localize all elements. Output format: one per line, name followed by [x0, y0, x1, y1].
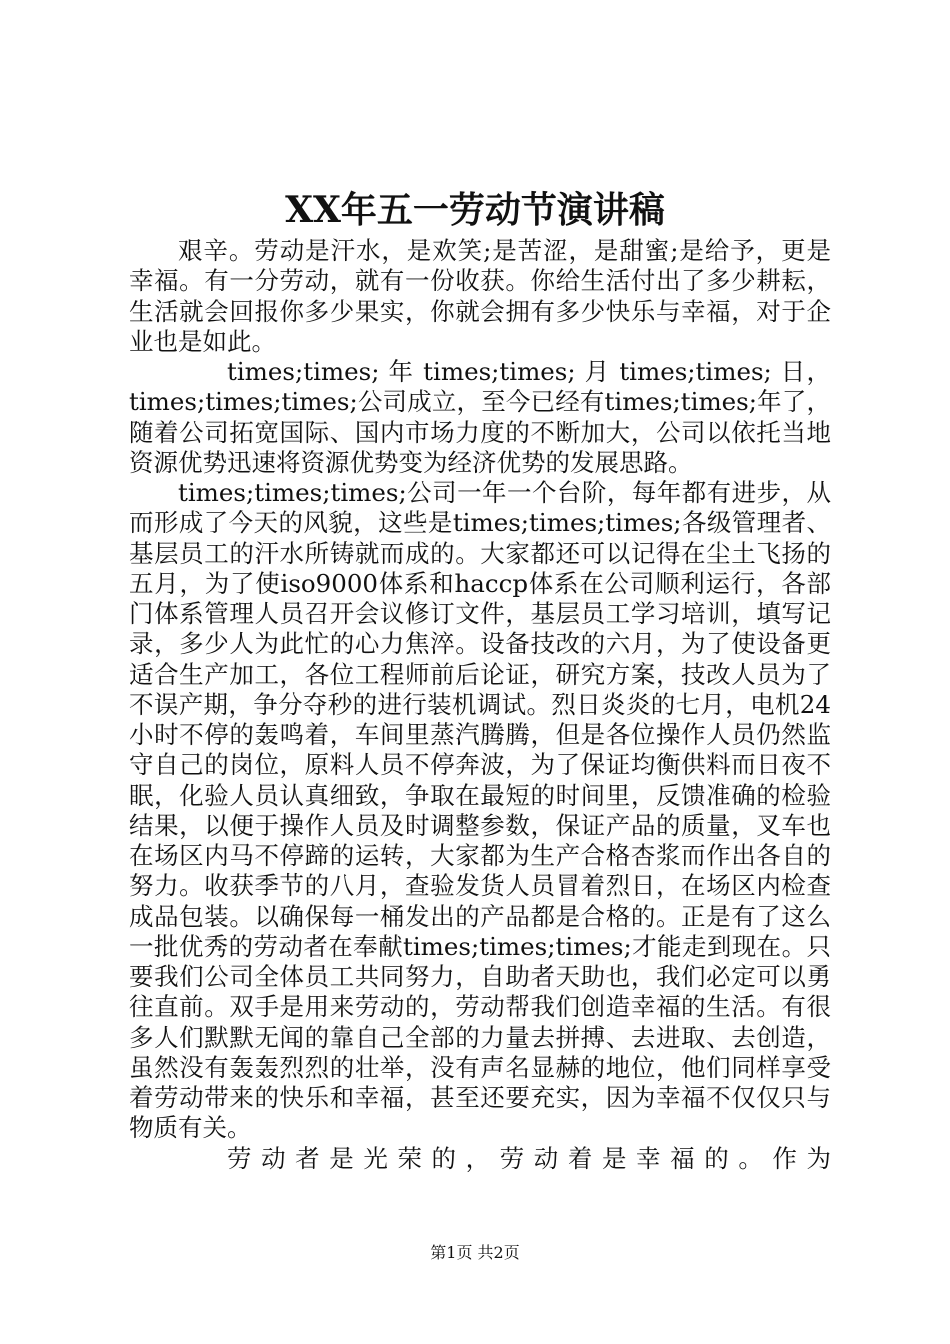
paragraph-4: 劳动者是光荣的，劳动着是幸福的。作为: [227, 1143, 831, 1173]
page-footer: 第1页 共2页: [430, 1243, 520, 1262]
document-body: [129, 236, 831, 1174]
paragraph-1: 艰辛。劳动是汗水，是欢笑;是苦涩，是甜蜜;是给予，更是幸福。有一分劳动，就有一份收获。你给生活付出了多少耕耘，生活就会回报你多少果实，你就会拥有多少快乐与幸福，对于企业也是如此。: [129, 236, 831, 356]
paragraph-2: times;times; 年 times;times; 月 times;times; 日，times;times;times;公司成立，至今已经有times;times;年了，随着公司拓宽国际、国内市场力度的不断加大，公司以依托当地资源优势迅速将资源优势变为经济优势的发展思路。: [129, 357, 831, 477]
paragraph-3: times;times;times;公司一年一个台阶，每年都有进步，从而形成了今天的风貌，这些是times;times;times;各级管理者、基层员工的汗水所铸就而成的。大家都还可以记得在尘土飞扬的五月，为了使iso9000体系和haccp体系在公司顺利运行，各部门体系管理人员召开会议修订文件，基层员工学习培训，填写记录，多少人为此忙的心力焦淬。设备技改的六月，为了使设备更适合生产加工，各位工程师前后论证，研究方案，技改人员为了不误产期，争分夺秒的进行装机调试。烈日炎炎的七月，电机24小时不停的轰鸣着，车间里蒸汽腾腾，但是各位操作人员仍然监守自己的岗位，原料人员不停奔波，为了保证均衡供料而日夜不眠，化验人员认真细致，争取在最短的时间里，反馈准确的检验结果，以便于操作人员及时调整参数，保证产品的质量，叉车也在场区内马不停蹄的运转，大家都为生产合格杏浆而作出各自的努力。收获季节的八月，查验发货人员冒着烈日，在场区内检查成品包装。以确保每一桶发出的产品都是合格的。正是有了这么一批优秀的劳动者在奉献times;times;times;才能走到现在。只要我们公司全体员工共同努力，自助者天助也，我们必定可以勇往直前。双手是用来劳动的，劳动帮我们创造幸福的生活。有很多人们默默无闻的靠自己全部的力量去拼搏、去进取、去创造，虽然没有轰轰烈烈的壮举，没有声名显赫的地位，他们同样享受着劳动带来的快乐和幸福，甚至还要充实，因为幸福不仅仅只与物质有关。: [129, 478, 831, 1143]
document-title: XX年五一劳动节演讲稿: [285, 189, 665, 231]
